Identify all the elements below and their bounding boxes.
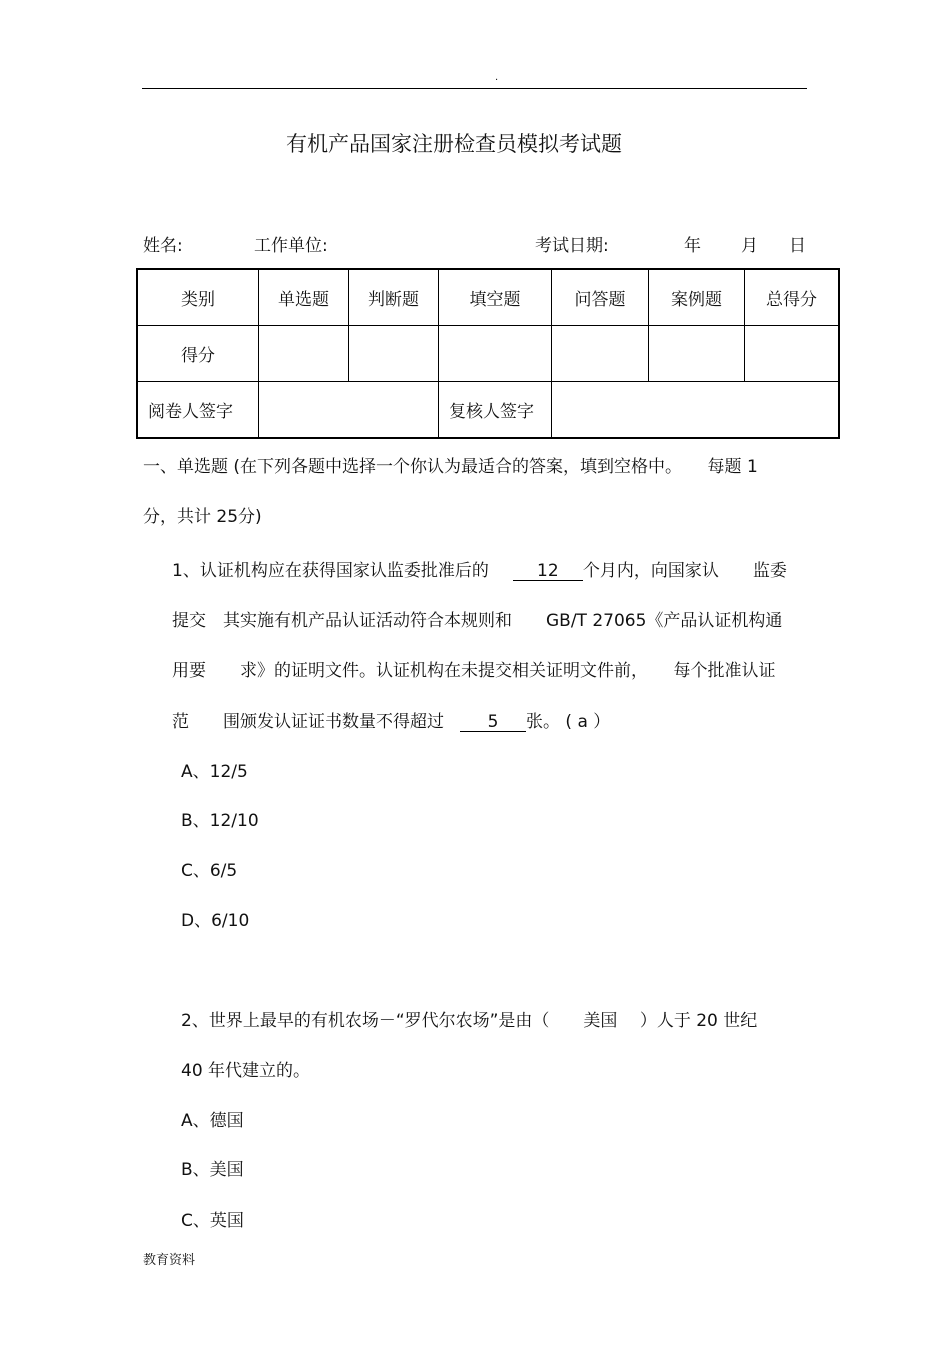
q1-line4-b: 张。 ( a ） <box>526 712 611 732</box>
name-label: 姓名: <box>143 236 183 256</box>
score-cell-judge[interactable] <box>349 326 439 382</box>
section1-heading-line2: 分，共计 25分) <box>143 507 262 527</box>
q1-option-b[interactable]: B、12/10 <box>181 811 259 831</box>
q1-line1 <box>172 556 787 581</box>
footer-label: 教育资料 <box>143 1253 196 1268</box>
q1-blank2[interactable]: 5 <box>460 713 526 732</box>
header-category: 类别 <box>137 269 259 326</box>
q1-option-d[interactable]: D、6/10 <box>181 911 250 931</box>
header-case: 案例题 <box>649 269 745 326</box>
q1-option-c[interactable]: C、6/5 <box>181 861 238 881</box>
q1-line1-b: 个月内，向国家认 监委 <box>582 561 787 581</box>
score-cell-qa[interactable] <box>552 326 649 382</box>
day-label: 日 <box>789 236 806 256</box>
q2-option-c[interactable]: C、英国 <box>181 1211 244 1231</box>
header-dot: . <box>495 72 499 83</box>
q2-line1: 2、世界上最早的有机农场－“罗代尔农场”是由（ 美国 ）人于 20 世纪 <box>181 1011 758 1031</box>
month-label: 月 <box>741 236 758 256</box>
page-title: 有机产品国家注册检查员模拟考试题 <box>286 132 622 156</box>
signature-row <box>137 382 839 439</box>
header-fill-blank: 填空题 <box>439 269 552 326</box>
header-true-false: 判断题 <box>349 269 439 326</box>
q1-line4 <box>172 707 610 732</box>
q1-option-a[interactable]: A、12/5 <box>181 762 248 782</box>
score-cell-fill[interactable] <box>439 326 552 382</box>
reviewer-signature-cell[interactable] <box>259 382 439 439</box>
q1-blank1[interactable]: 12 <box>513 562 583 581</box>
date-label: 考试日期: <box>535 236 609 256</box>
score-cell-total[interactable] <box>745 326 840 382</box>
q1-line2: 提交 其实施有机产品认证活动符合本规则和 GB/T 27065《产品认证机构通 <box>172 611 783 631</box>
q1-line3: 用要 求》的证明文件。认证机构在未提交相关证明文件前， 每个批准认证 <box>172 661 776 681</box>
score-row <box>137 326 839 382</box>
q2-line2: 40 年代建立的。 <box>181 1061 311 1081</box>
checker-signature-cell[interactable] <box>552 382 840 439</box>
reviewer-label: 阅卷人签字 <box>137 382 259 439</box>
score-header-row <box>137 269 839 326</box>
unit-label: 工作单位: <box>254 236 328 256</box>
header-single-choice: 单选题 <box>259 269 349 326</box>
section1-heading-line1: 一、单选题 (在下列各题中选择一个你认为最适合的答案，填到空格中。 每题 1 <box>143 457 758 477</box>
score-cell-case[interactable] <box>649 326 745 382</box>
header-qa: 问答题 <box>552 269 649 326</box>
header-rule <box>142 88 807 89</box>
header-total: 总得分 <box>745 269 840 326</box>
year-label: 年 <box>684 236 701 256</box>
checker-label: 复核人签字 <box>439 382 552 439</box>
score-table <box>136 268 840 439</box>
score-label: 得分 <box>137 326 259 382</box>
score-cell-single[interactable] <box>259 326 349 382</box>
q2-option-a[interactable]: A、德国 <box>181 1111 244 1131</box>
q2-option-b[interactable]: B、美国 <box>181 1160 244 1180</box>
q1-line4-a: 范 围颁发认证证书数量不得超过 <box>172 712 444 732</box>
q1-line1-a: 1、认证机构应在获得国家认监委批准后的 <box>172 561 489 581</box>
